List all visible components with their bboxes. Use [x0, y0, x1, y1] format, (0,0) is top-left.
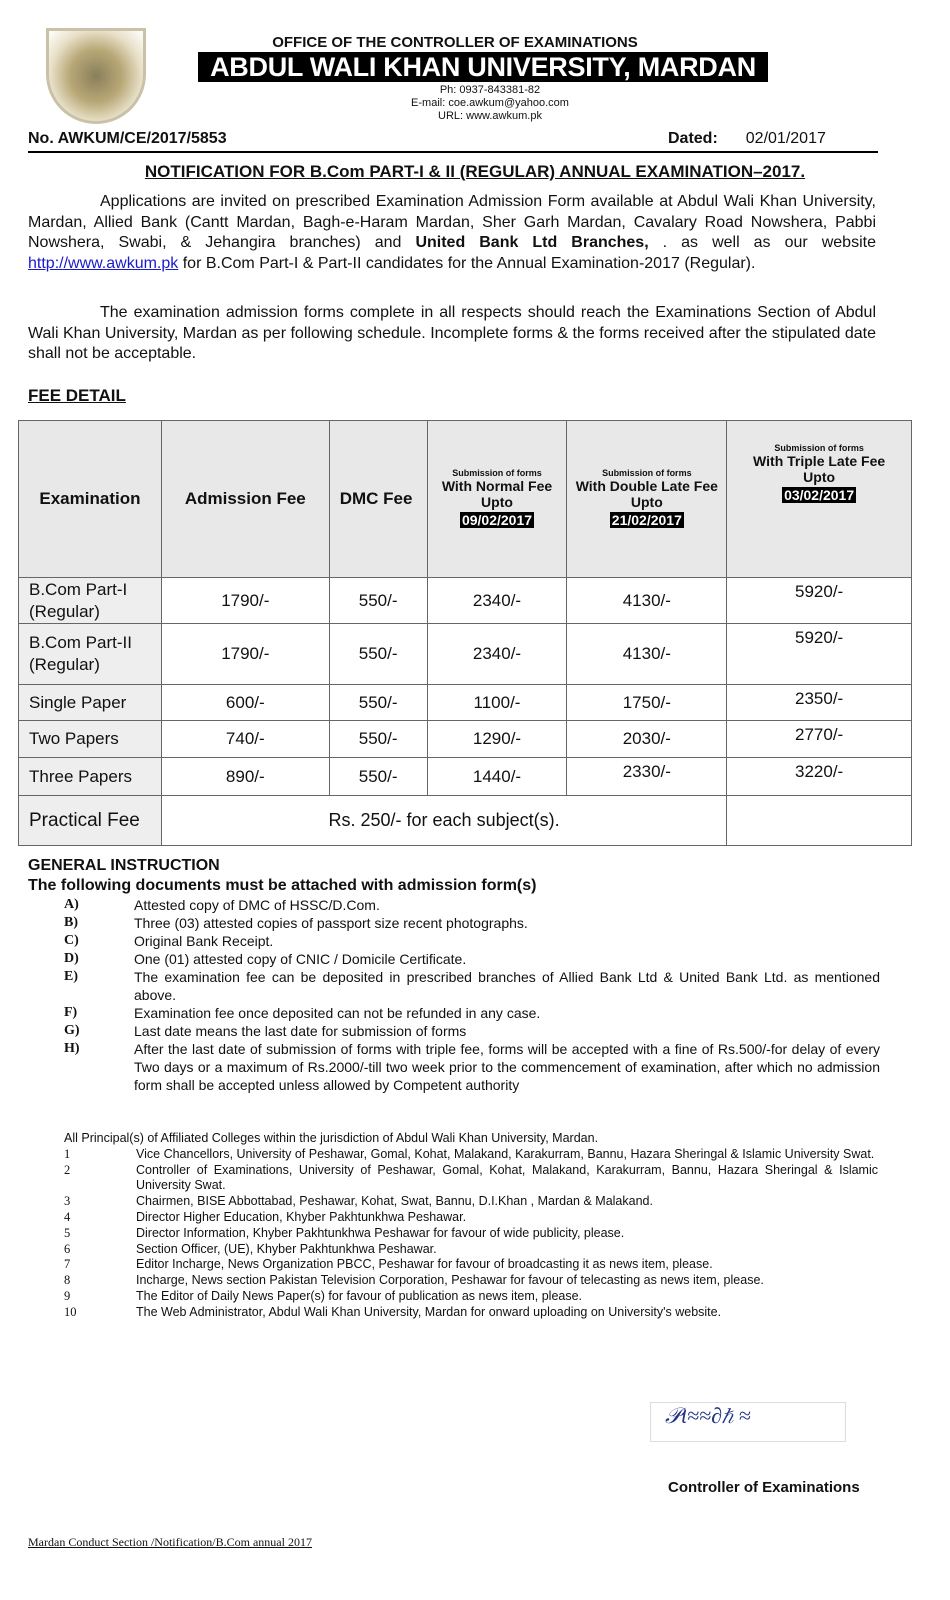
footer-reference: Mardan Conduct Section /Notification/B.Com annual 2017 [28, 1535, 312, 1549]
sub-label: Submission of forms [452, 468, 542, 478]
item-marker: 4 [64, 1209, 71, 1224]
bold-text: United Bank Ltd Branches, [415, 234, 649, 251]
list-item [64, 1273, 878, 1289]
recipients-intro: All Principal(s) of Affiliated Colleges within the jurisdiction of Abdul Wali Khan University, Mardan. [64, 1131, 599, 1145]
signature: 𝒫ι≈≈∂ℏ ≈ [650, 1402, 846, 1442]
item-text: Controller of Examinations, University of Peshawar, Gomal, Kohat, Malakand, Karakurram, Bannu, Hazara Sheringal & Islamic University Swat. [136, 1162, 878, 1193]
list-item [64, 1305, 878, 1321]
exam-cell: B.Com Part-I (Regular) [19, 578, 162, 624]
item-marker: 6 [64, 1241, 71, 1256]
list-item [60, 896, 880, 914]
table-row [19, 721, 912, 758]
table-row [19, 758, 912, 796]
item-text: Examination fee once deposited can not be refunded in any case. [134, 1005, 541, 1021]
list-item [60, 1040, 880, 1094]
fee-heading: FEE DETAIL [28, 386, 126, 405]
text: Applications are invited on prescribed Examination Admission Form available at Abdul Wali Khan University, Mardan, Allied Bank (Cantt Mardan, Bagh-e-Haram Mardan, Sher Garh Mardan, Cavalary Road Nowshera, Pabbi Nowshera, Swabi, & Jehangira branches) and [28, 193, 876, 251]
item-marker: 8 [64, 1273, 71, 1288]
item-text: Attested copy of DMC of HSSC/D.Com. [134, 897, 380, 913]
fee-table [18, 420, 912, 846]
header-admission: Admission Fee [161, 421, 329, 578]
instructions-heading: GENERAL INSTRUCTION [28, 857, 220, 874]
instructions-list [60, 896, 880, 1094]
exam-cell: Two Papers [19, 721, 162, 758]
contact-info [300, 84, 680, 123]
header-dmc: DMC Fee [329, 421, 427, 578]
item-text: Director Higher Education, Khyber Pakhtunkhwa Peshawar. [136, 1209, 467, 1224]
office-title: OFFICE OF THE CONTROLLER OF EXAMINATIONS [272, 34, 638, 51]
list-item [64, 1194, 878, 1210]
header-triple [727, 421, 912, 578]
item-text: After the last date of submission of forms with triple fee, forms will be accepted with a fine of Rs.500/-for delay of every Two days or a maximum of Rs.2000/-till two week prior to the commencement of examination, after which no admission form shall be accepted unless allowed by Competent authority [134, 1041, 880, 1093]
triple-cell: 5920/- [727, 578, 912, 624]
phone: Ph: 0937-843381-82 [439, 84, 541, 96]
item-text: Director Information, Khyber Pakhtunkhwa Peshawar for favour of wide publicity, please. [136, 1225, 625, 1240]
item-marker: 9 [64, 1288, 71, 1303]
triple-cell: 3220/- [727, 758, 912, 796]
dmc-cell: 550/- [329, 721, 427, 758]
upto: Upto [481, 494, 513, 510]
item-text: Chairmen, BISE Abbottabad, Peshawar, Kohat, Swat, Bannu, D.I.Khan , Mardan & Malakand. [136, 1194, 653, 1209]
normal-cell: 2340/- [427, 624, 567, 685]
paragraph-2: The examination admission forms complete in all respects should reach the Examinations Section of Abdul Wali Khan University, Mardan as per following schedule. Incomplete forms & the forms received after the stipulated date shall not be acceptable. [28, 304, 876, 362]
item-marker: 3 [64, 1194, 71, 1209]
list-item [64, 1257, 878, 1273]
admission-cell: 1790/- [161, 578, 329, 624]
item-text: Last date means the last date for submission of forms [134, 1023, 467, 1039]
admission-cell: 1790/- [161, 624, 329, 685]
double-cell: 4130/- [567, 624, 727, 685]
list-item [64, 1289, 878, 1305]
list-item [60, 1004, 880, 1022]
list-item [60, 914, 880, 932]
triple-cell: 2770/- [727, 721, 912, 758]
list-item [60, 1022, 880, 1040]
triple-label: With Triple Late Fee [753, 453, 886, 469]
table-header-row [19, 421, 912, 578]
double-date: 21/02/2017 [611, 512, 682, 528]
table-row [19, 624, 912, 685]
item-text: The Web Administrator, Abdul Wali Khan University, Mardan for onward uploading on University's website. [136, 1304, 722, 1319]
date: 02/01/2017 [745, 130, 826, 147]
list-item [64, 1210, 878, 1226]
email: E-mail: coe.awkum@yahoo.com [411, 97, 569, 109]
dmc-cell: 550/- [329, 685, 427, 721]
header-examination: Examination [19, 421, 162, 578]
dated-label: Dated: [668, 130, 718, 147]
item-marker: B) [64, 915, 78, 930]
normal-cell: 2340/- [427, 578, 567, 624]
item-marker: 2 [64, 1162, 71, 1177]
list-item [60, 932, 880, 950]
list-item [64, 1163, 878, 1195]
item-text: Original Bank Receipt. [134, 933, 274, 949]
header-normal [427, 421, 567, 578]
recipients-list [64, 1131, 878, 1321]
item-text: Vice Chancellors, University of Peshawar, Gomal, Kohat, Malakand, Karakurram, Bannu, Hazara Sheringal & Islamic University Swat. [136, 1146, 875, 1161]
list-item [60, 950, 880, 968]
upto: Upto [630, 494, 663, 510]
triple-date: 03/02/2017 [784, 487, 855, 503]
item-marker: D) [64, 951, 79, 966]
reference-number: No. AWKUM/CE/2017/5853 [28, 130, 227, 147]
exam-cell: Single Paper [19, 685, 162, 721]
item-marker: A) [64, 897, 79, 912]
normal-cell: 1440/- [427, 758, 567, 796]
divider [28, 151, 878, 153]
item-marker: C) [64, 933, 79, 948]
double-cell: 2330/- [567, 758, 727, 796]
item-marker: G) [64, 1023, 80, 1038]
item-marker: 7 [64, 1257, 71, 1272]
item-text: Editor Incharge, News Organization PBCC, Peshawar for favour of broadcasting it as news item, please. [136, 1257, 713, 1272]
admission-cell: 600/- [161, 685, 329, 721]
normal-cell: 1100/- [427, 685, 567, 721]
item-marker: 5 [64, 1225, 71, 1240]
practical-value: Rs. 250/- for each subject(s). [161, 796, 726, 846]
item-text: One (01) attested copy of CNIC / Domicile Certificate. [134, 951, 467, 967]
item-text: Incharge, News section Pakistan Television Corporation, Peshawar for favour of telecasting as news item, please. [136, 1273, 764, 1288]
triple-cell: 2350/- [727, 685, 912, 721]
notification-title: NOTIFICATION FOR B.Com PART-I & II (REGULAR) ANNUAL EXAMINATION–2017. [144, 162, 806, 181]
normal-cell: 1290/- [427, 721, 567, 758]
item-marker: 10 [64, 1304, 77, 1319]
item-marker: 1 [64, 1146, 71, 1161]
header-double [567, 421, 727, 578]
empty-cell [727, 796, 912, 846]
general-instruction [28, 856, 536, 896]
admission-cell: 740/- [161, 721, 329, 758]
list-item [64, 1226, 878, 1242]
exam-cell: Three Papers [19, 758, 162, 796]
instructions-subheading: The following documents must be attached with admission form(s) [28, 877, 537, 894]
sub-label: Submission of forms [602, 468, 692, 478]
exam-cell: B.Com Part-II (Regular) [19, 624, 162, 685]
item-marker: E) [64, 969, 78, 984]
practical-fee-row [19, 796, 912, 846]
normal-label: With Normal Fee [441, 478, 553, 494]
date-line [668, 130, 826, 148]
double-label: With Double Late Fee [575, 478, 718, 494]
item-text: The Editor of Daily News Paper(s) for favour of publication as news item, please. [136, 1288, 583, 1303]
dmc-cell: 550/- [329, 578, 427, 624]
text: for B.Com Part-I & Part-II candidates for the Annual Examination-2017 (Regular). [178, 254, 756, 272]
double-cell: 2030/- [567, 721, 727, 758]
normal-date: 09/02/2017 [461, 512, 533, 528]
sub-label: Submission of forms [774, 443, 864, 453]
table-row [19, 685, 912, 721]
triple-cell: 5920/- [727, 624, 912, 685]
university-name: ABDUL WALI KHAN UNIVERSITY, MARDAN [198, 52, 768, 82]
upto: Upto [803, 469, 836, 485]
item-text: Section Officer, (UE), Khyber Pakhtunkhwa Peshawar. [136, 1241, 437, 1256]
item-marker: F) [64, 1005, 78, 1020]
list-item [60, 968, 880, 1004]
list-item [64, 1242, 878, 1258]
practical-label: Practical Fee [19, 796, 162, 846]
list-item [64, 1147, 878, 1163]
item-text: Three (03) attested copies of passport size recent photographs. [134, 915, 528, 931]
double-cell: 4130/- [567, 578, 727, 624]
item-marker: H) [64, 1041, 80, 1056]
dmc-cell: 550/- [329, 624, 427, 685]
text: . as well as our website [648, 234, 876, 251]
table-row [19, 578, 912, 624]
paragraph-1 [28, 192, 876, 274]
signatory: Controller of Examinations [668, 1479, 860, 1496]
double-cell: 1750/- [567, 685, 727, 721]
url: URL: www.awkum.pk [438, 110, 542, 122]
item-text: The examination fee can be deposited in prescribed branches of Allied Bank Ltd & United Bank Ltd. as mentioned above. [134, 969, 880, 1003]
admission-cell: 890/- [161, 758, 329, 796]
dmc-cell: 550/- [329, 758, 427, 796]
website-link[interactable]: http://www.awkum.pk [28, 254, 179, 272]
